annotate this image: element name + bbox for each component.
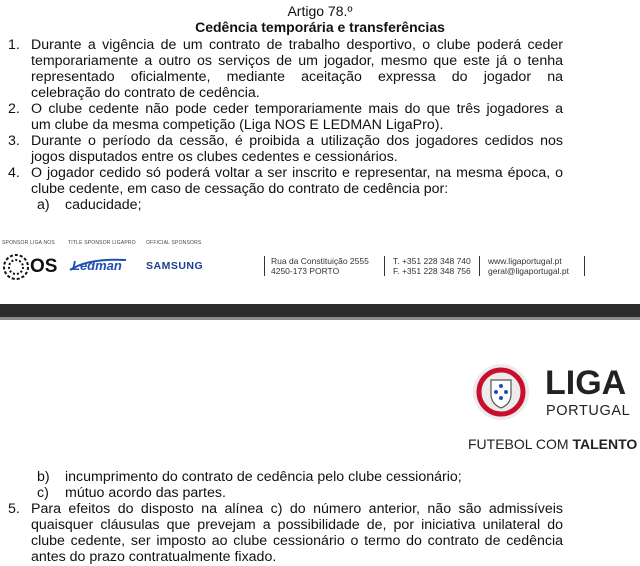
- tagline-bold: TALENTO: [572, 436, 638, 452]
- item-1-line-4: celebração do contrato de cedência.: [31, 85, 260, 101]
- tagline-light: FUTEBOL COM: [468, 436, 569, 452]
- fax-line: F. +351 228 348 756: [393, 266, 471, 276]
- sub-c-text: mútuo acordo das partes.: [65, 485, 226, 501]
- item-1-number: 1.: [8, 37, 20, 53]
- item-4-line-1: O jogador cedido só poderá voltar a ser inscrito e representar, na mesma época, o: [31, 165, 563, 181]
- address-line-1: Rua da Constituição 2555: [271, 256, 369, 266]
- sub-b-text: incumprimento do contrato de cedência pelo clube cessionário;: [65, 469, 462, 485]
- item-2-line-1: O clube cedente não pode ceder temporariamente mais do que três jogadores a: [31, 101, 563, 117]
- ledman-logo: [68, 256, 128, 276]
- portugal-wordmark: PORTUGAL: [546, 403, 631, 419]
- address-line-2: 4250-173 PORTO: [271, 266, 340, 276]
- phone-line: T. +351 228 348 740: [393, 256, 471, 266]
- item-3-number: 3.: [8, 133, 20, 149]
- liga-crest-icon: [470, 362, 532, 422]
- divider: [479, 256, 480, 276]
- divider: [584, 256, 585, 276]
- sub-a-text: caducidade;: [65, 197, 142, 213]
- item-4-line-2: clube cedente, em caso de cessação do contrato de cedência por:: [31, 181, 449, 197]
- divider: [384, 256, 385, 276]
- item-1-line-1: Durante a vigência de um contrato de trabalho desportivo, o clube poderá ceder: [31, 37, 563, 53]
- liga-portugal-crest: [470, 362, 532, 422]
- samsung-logo: SAMSUNG: [146, 260, 204, 272]
- item-5-line-1: Para efeitos do disposto na alínea c) do número anterior, não são admissíveis: [31, 501, 563, 517]
- nos-logo-text: OS: [30, 256, 58, 277]
- item-2-number: 2.: [8, 101, 20, 117]
- item-2-line-2: um clube da mesma competição (Liga NOS E LEDMAN LigaPro).: [31, 117, 444, 133]
- item-5-line-3: clube cedente, ser imposto ao clube cessionário o termo do contrato de cedência: [31, 533, 563, 549]
- sub-c-letter: c): [37, 485, 49, 501]
- liga-wordmark: LIGA: [545, 364, 627, 402]
- sponsor-label-liga-nos: SPONSOR LIGA NOS: [2, 240, 55, 246]
- page-break-dark: [0, 304, 640, 317]
- divider: [264, 256, 265, 276]
- item-1-line-3: representado oficialmente, mediante aceitação expressa do jogador na: [31, 69, 563, 85]
- sponsor-label-ligapro: TITLE SPONSOR LIGAPRO: [68, 240, 136, 246]
- website-link[interactable]: www.ligaportugal.pt: [488, 256, 562, 266]
- item-3-line-2: jogos disputados entre os clubes cedentes e cessionários.: [31, 149, 398, 165]
- item-1-line-2: temporariamente a outro os serviços de um jogador, mesmo que este já o tenha: [31, 53, 563, 69]
- item-5-number: 5.: [8, 501, 20, 517]
- item-5-line-4: antes do prazo contratualmente fixado.: [31, 549, 277, 565]
- item-3-line-1: Durante o período da cessão, é proibida a utilização dos jogadores cedidos nos: [31, 133, 563, 149]
- sub-a-letter: a): [37, 197, 50, 213]
- email-link[interactable]: geral@ligaportugal.pt: [488, 266, 569, 276]
- item-4-number: 4.: [8, 165, 20, 181]
- tagline: [468, 436, 637, 452]
- item-5-line-2: quaisquer cláusulas que prevejam a possibilidade de, por iniciativa unilateral do: [31, 517, 563, 533]
- ledman-logo-text: Ledman: [72, 258, 122, 273]
- nos-logo: [2, 253, 58, 281]
- article-heading: Cedência temporária e transferências: [195, 19, 445, 35]
- sub-b-letter: b): [37, 469, 50, 485]
- page-break-grey: [0, 317, 640, 320]
- sponsor-label-official: OFFICIAL SPONSORS: [146, 240, 202, 246]
- article-number: Artigo 78.º: [287, 3, 353, 19]
